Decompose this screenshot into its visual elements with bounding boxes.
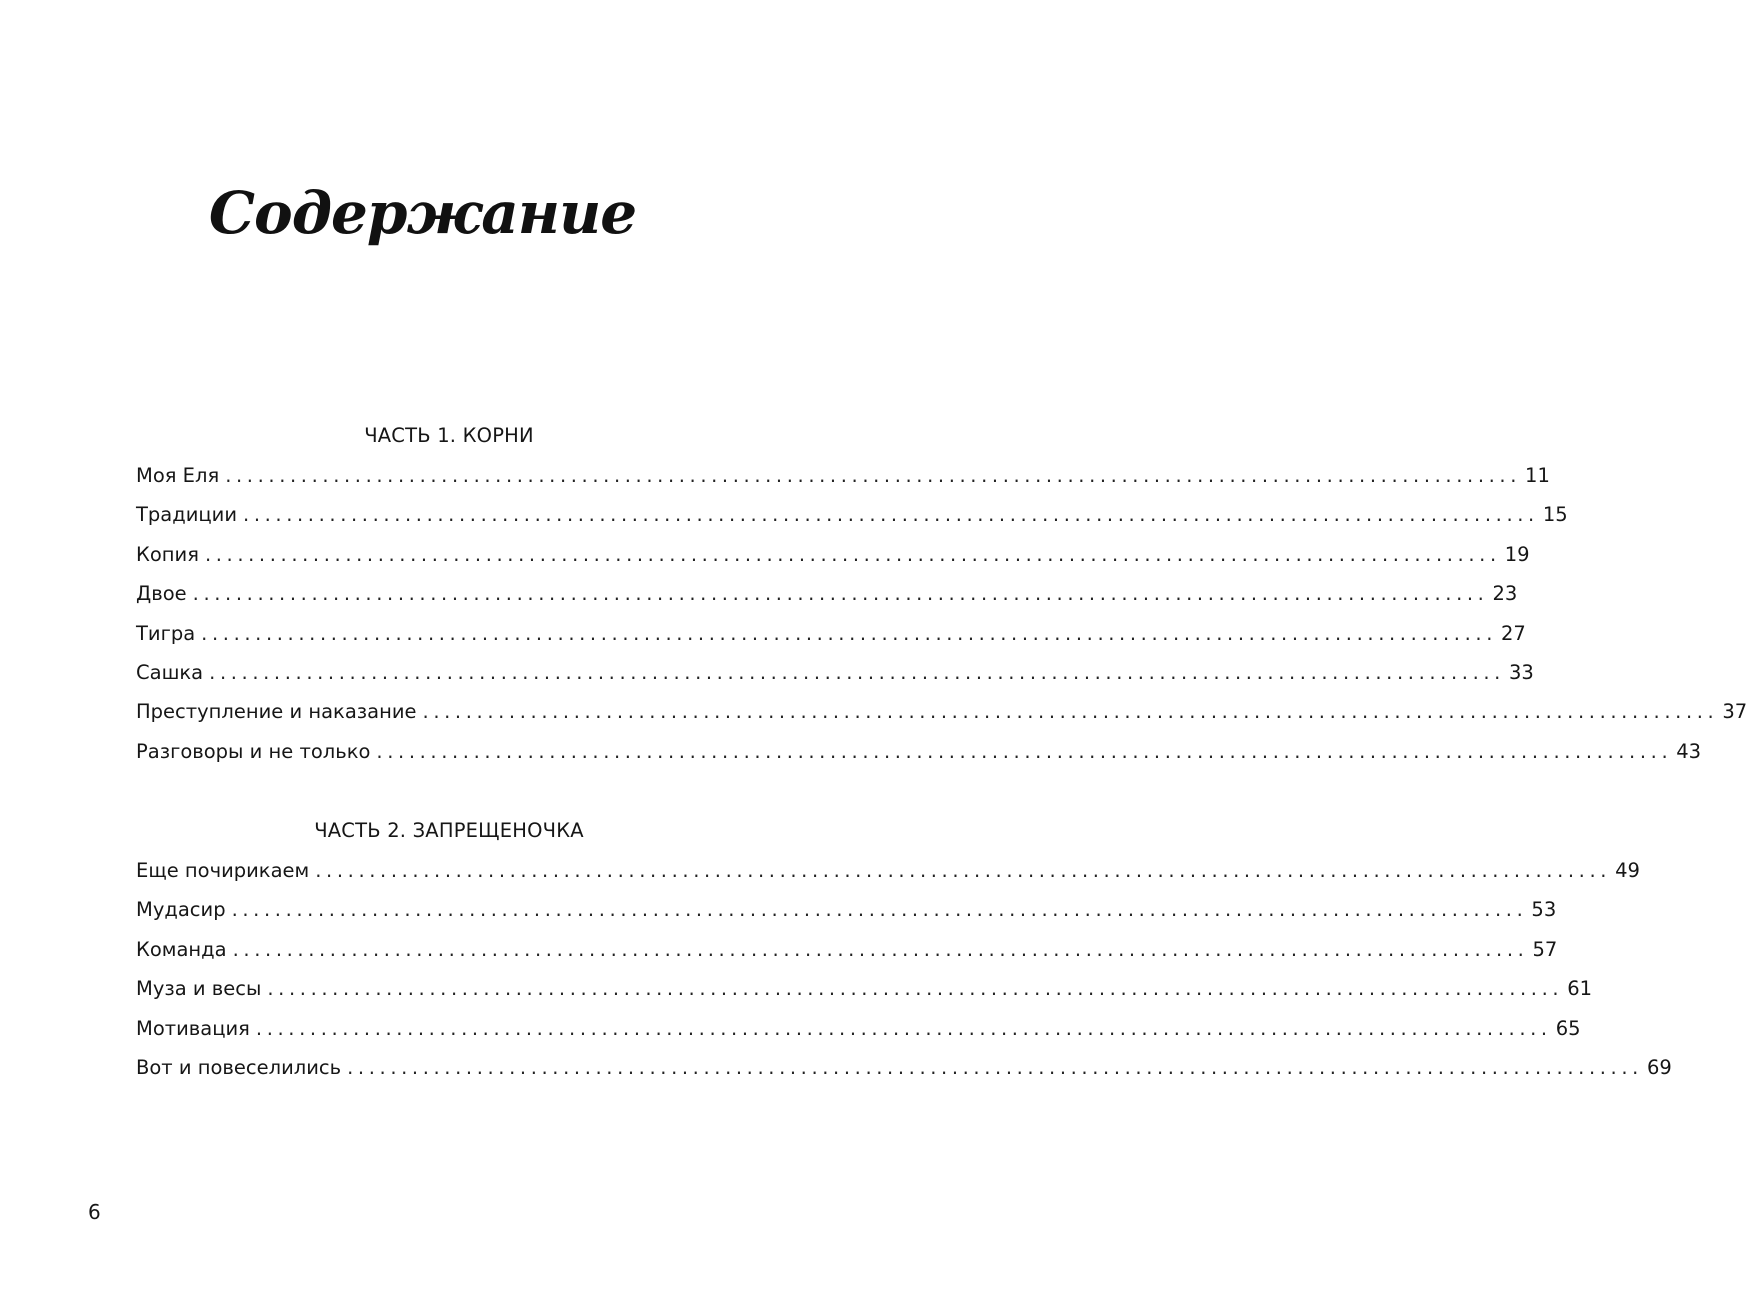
dot-leader: ........................................................................................................................: [347, 1055, 1643, 1079]
dot-leader: ........................................................................................................................: [225, 464, 1522, 487]
dot-leader: ........................................................................................................................: [376, 739, 1673, 763]
toc-entry: [136, 971, 1593, 1010]
toc-list: [136, 853, 1672, 1089]
toc-entry-page: 53: [1531, 898, 1557, 922]
toc-entry-page: 69: [1646, 1055, 1672, 1079]
page-number: 6: [88, 1200, 101, 1224]
part-title: ЧАСТЬ 2. ЗАПРЕЩЕНОЧКА: [314, 819, 584, 842]
toc-entry-page: 33: [1508, 660, 1534, 684]
toc-entry-page: 23: [1492, 582, 1518, 606]
toc-entry-page: 65: [1555, 1016, 1581, 1040]
dot-leader: ........................................................................................................................: [267, 977, 1564, 1001]
part-title: ЧАСТЬ 1. КОРНИ: [364, 424, 534, 447]
toc-part-2: [136, 815, 1672, 1089]
dot-leader: ........................................................................................................................: [231, 898, 1528, 922]
toc-entry-page: 37: [1722, 700, 1747, 724]
dot-leader: ........................................................................................................................: [232, 937, 1529, 961]
toc-entry-label: Разговоры и не только: [136, 739, 371, 763]
dot-leader: ........................................................................................................................: [315, 859, 1612, 882]
toc-entry: [136, 932, 1558, 971]
toc-list: [136, 458, 1747, 773]
toc-entry-label: Мудасир: [136, 898, 226, 922]
toc-entry-label: Вот и повеселились: [136, 1055, 342, 1079]
toc-entry-page: 27: [1501, 621, 1526, 645]
dot-leader: ........................................................................................................................: [422, 700, 1719, 724]
toc-entry-page: 11: [1525, 464, 1550, 487]
dot-leader: ........................................................................................................................: [255, 1016, 1552, 1040]
toc-entry-label: Мотивация: [136, 1016, 250, 1040]
dot-leader: ........................................................................................................................: [204, 542, 1501, 566]
toc-entry: [136, 458, 1550, 497]
toc-entry-label: Команда: [136, 937, 227, 961]
toc-entry-page: 43: [1676, 739, 1702, 763]
toc-entry: [136, 1050, 1672, 1089]
dot-leader: ........................................................................................................................: [243, 503, 1539, 527]
toc-entry-label: Муза и весы: [136, 977, 262, 1001]
dot-leader: ........................................................................................................................: [192, 582, 1489, 606]
toc-entry-page: 15: [1542, 503, 1568, 527]
toc-entry-label: Преступление и наказание: [136, 700, 417, 724]
toc-entry-page: 57: [1532, 937, 1558, 961]
toc-entry: [136, 892, 1557, 931]
page-title: Содержание: [208, 179, 637, 247]
toc-entry: [136, 694, 1747, 733]
toc-entry: [136, 655, 1534, 694]
toc-entry-label: Тигра: [136, 621, 196, 645]
toc-entry: [136, 853, 1640, 892]
toc-entry-page: 19: [1504, 542, 1530, 566]
toc-entry-label: Еще почирикаем: [136, 859, 310, 882]
toc-entry: [136, 537, 1530, 576]
toc-entry-label: Традиции: [136, 503, 238, 527]
toc-entry: [136, 734, 1702, 773]
toc-entry-label: Копия: [136, 542, 199, 566]
toc-entry-label: Сашка: [136, 660, 204, 684]
toc-entry-label: Двое: [136, 582, 187, 606]
toc-entry-page: 61: [1567, 977, 1593, 1001]
toc-entry: [136, 497, 1568, 536]
toc-entry: [136, 1011, 1581, 1050]
dot-leader: ........................................................................................................................: [201, 621, 1497, 645]
toc-entry-label: Моя Еля: [136, 464, 220, 487]
toc-part-1: [136, 420, 1747, 773]
toc-entry: [136, 576, 1518, 615]
toc-entry-page: 49: [1615, 859, 1640, 882]
toc-entry: [136, 616, 1526, 655]
dot-leader: ........................................................................................................................: [209, 660, 1505, 684]
